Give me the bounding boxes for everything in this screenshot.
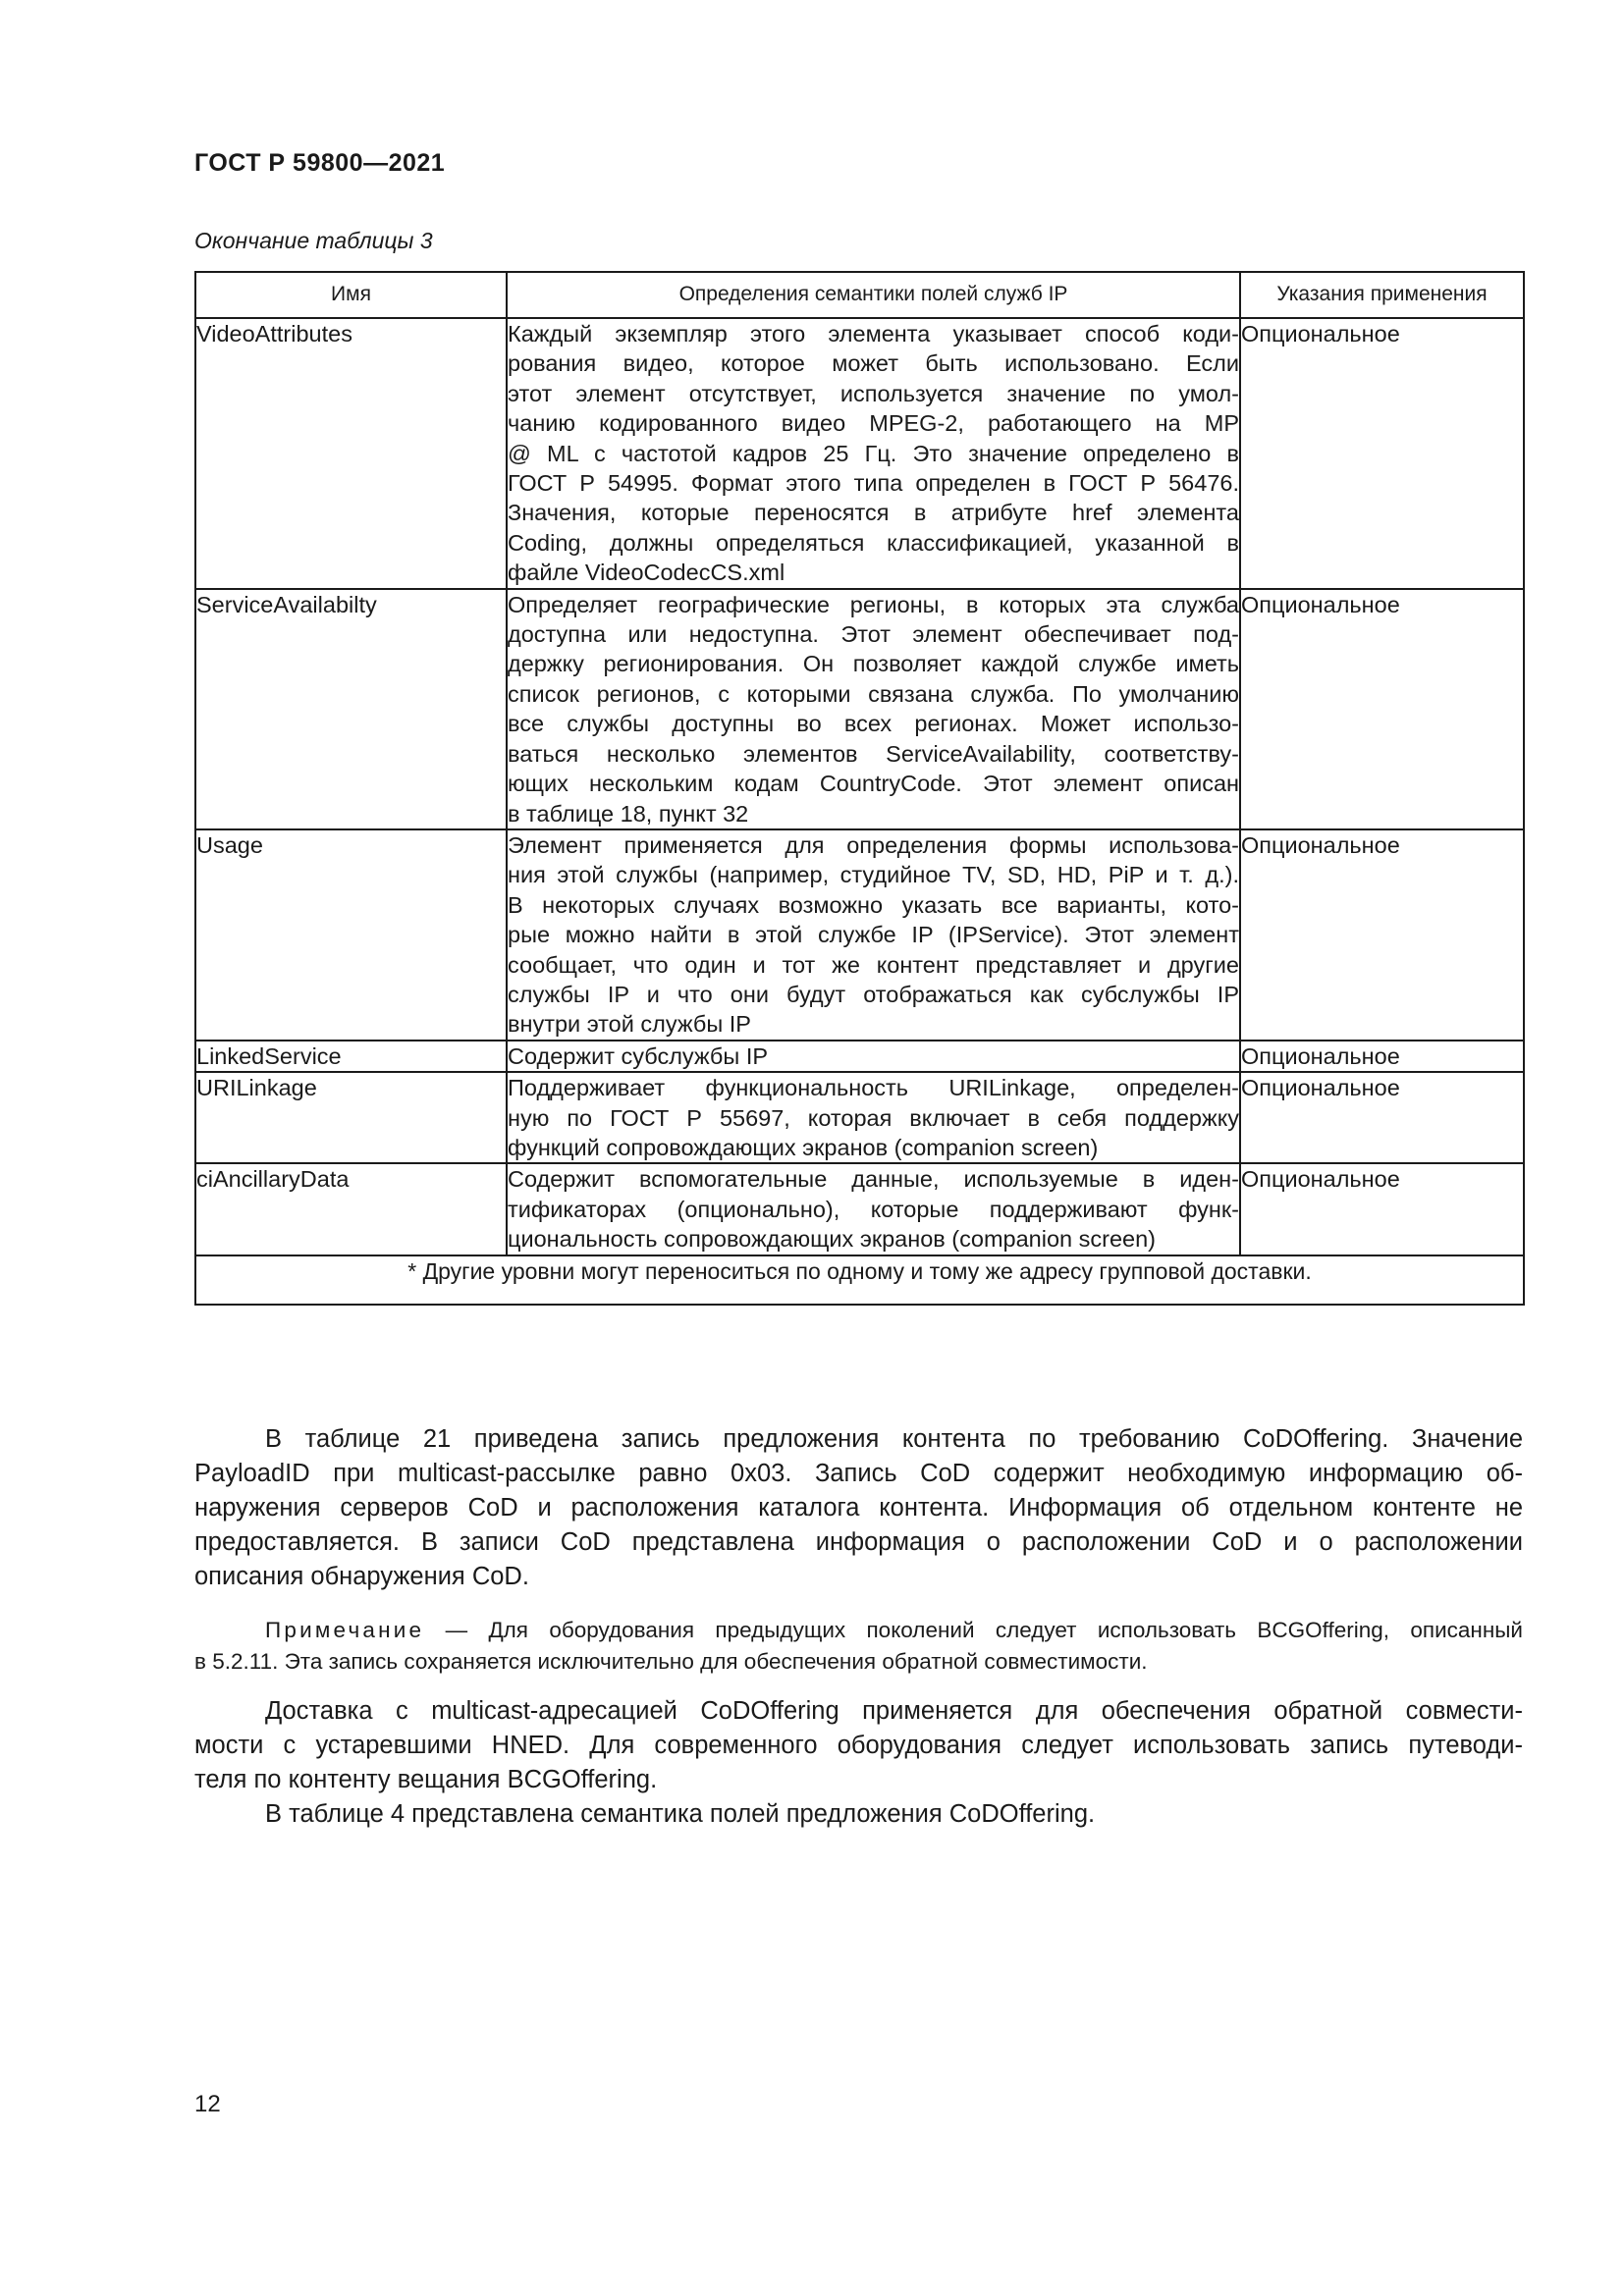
field-name-cell: VideoAttributes <box>195 318 507 589</box>
definition-line: этот элемент отсутствует, используется значение по умол- <box>508 380 1239 406</box>
definition-line: функций сопровождающих экранов (companion screen) <box>508 1134 1099 1160</box>
definition-line: список регионов, с которыми связана служба. По умолчанию <box>508 680 1239 707</box>
paragraph-multicast-delivery <box>194 1694 1523 1832</box>
column-header-definition: Определения семантики полей служб IP <box>507 272 1240 318</box>
definition-line: службы IP и что они будут отображаться как субслужбы IP <box>508 981 1239 1007</box>
definition-line: файле VideoCodecCS.xml <box>508 560 785 586</box>
definition-line: Содержит субслужбы IP <box>508 1042 769 1069</box>
definition-line: ющих нескольким кодам CountryCode. Этот элемент описан <box>508 771 1239 797</box>
definition-line: ния этой службы (например, студийное TV, SD, HD, PiP и т. д.). <box>508 862 1239 888</box>
paragraph-line: PayloadID при multicast-рассылке равно 0x03. Запись CoD содержит необходимую информацию об- <box>194 1460 1523 1487</box>
definition-line: ГОСТ Р 54995. Формат этого типа определен в ГОСТ Р 56476. <box>508 470 1239 497</box>
definition-line: Поддерживает функциональность URILinkage, определен- <box>508 1075 1239 1101</box>
paragraph-line: В таблице 21 приведена запись предложения контента по требованию CoDOffering. Значение <box>265 1425 1523 1453</box>
definition-line: Элемент применяется для определения формы использова- <box>508 831 1239 858</box>
definition-line: чанию кодированного видео MPEG-2, работающего на MP <box>508 410 1239 437</box>
paragraph-line: предоставляется. В записи CoD представлена информация о расположении CoD и о расположении <box>194 1528 1523 1556</box>
page-number: 12 <box>194 2091 221 2117</box>
field-usage-cell: Опциональное <box>1240 589 1524 829</box>
table-row <box>195 829 1524 1041</box>
definition-line: все службы доступны во всех регионах. Может использо- <box>508 711 1239 737</box>
paragraph-line: наружения серверов CoD и расположения каталога контента. Информация об отдельном контенте не <box>194 1494 1523 1522</box>
definition-line: Coding, должны определяться классификацией, указанной в <box>508 529 1239 556</box>
note-block <box>194 1615 1523 1678</box>
definition-line: Значения, которые переносятся в атрибуте href элемента <box>508 500 1239 526</box>
definition-line: @ ML с частотой кадров 25 Гц. Это значение определено в <box>508 440 1239 466</box>
field-name-cell: ciAncillaryData <box>195 1163 507 1255</box>
definition-line: внутри этой службы IP <box>508 1011 751 1038</box>
definition-line: держку регионирования. Он позволяет каждой службе иметь <box>508 651 1239 677</box>
field-name-cell: LinkedService <box>195 1041 507 1072</box>
definition-line: в таблице 18, пункт 32 <box>508 800 749 827</box>
paragraph-line: В таблице 4 представлена семантика полей предложения CoDOffering. <box>265 1800 1096 1828</box>
table-row <box>195 1072 1524 1163</box>
definition-line: В некоторых случаях возможно указать все варианты, кото- <box>508 891 1239 918</box>
definition-line: доступна или недоступна. Этот элемент обеспечивает под- <box>508 621 1239 648</box>
definition-line: Определяет географические регионы, в которых эта служба <box>508 591 1239 617</box>
field-definition-cell <box>507 1072 1240 1163</box>
paragraph-cod-offering <box>194 1422 1523 1594</box>
definition-line: ную по ГОСТ Р 55697, которая включает в себя поддержку <box>508 1104 1239 1131</box>
definition-line: сообщает, что один и тот же контент представляет и другие <box>508 951 1239 978</box>
table-row <box>195 589 1524 829</box>
column-header-name: Имя <box>195 272 507 318</box>
note-line: в 5.2.11. Эта запись сохраняется исключительно для обеспечения обратной совместимости. <box>194 1649 1148 1674</box>
definition-line: Каждый экземпляр этого элемента указывает способ коди- <box>508 321 1239 347</box>
paragraph-line: теля по контенту вещания BCGOffering. <box>194 1766 658 1793</box>
table-row <box>195 1041 1524 1072</box>
field-name-cell: ServiceAvailabilty <box>195 589 507 829</box>
definition-line: рования видео, которое может быть использовано. Если <box>508 350 1239 377</box>
note-line <box>194 1615 1523 1646</box>
paragraph-line: мости с устаревшими HNED. Для современного оборудования следует использовать запись путеводи- <box>194 1732 1523 1759</box>
definition-line: ваться несколько элементов ServiceAvailability, соответству- <box>508 740 1239 767</box>
field-usage-cell: Опциональное <box>1240 1072 1524 1163</box>
table-row <box>195 1163 1524 1255</box>
field-usage-cell: Опциональное <box>1240 1041 1524 1072</box>
field-usage-cell: Опциональное <box>1240 829 1524 1041</box>
column-header-usage: Указания применения <box>1240 272 1524 318</box>
note-label: Примечание <box>265 1618 425 1642</box>
document-code: ГОСТ Р 59800—2021 <box>194 149 446 177</box>
service-fields-table <box>194 271 1525 1306</box>
note-text: — Для оборудования предыдущих поколений следует использовать BCGOffering, описанный <box>424 1618 1523 1642</box>
table-footnote: * Другие уровни могут переноситься по одному и тому же адресу групповой доставки. <box>195 1255 1524 1305</box>
table-caption: Окончание таблицы 3 <box>194 228 433 253</box>
paragraph-line: Доставка с multicast-адресацией CoDOffering применяется для обеспечения обратной совмести- <box>265 1697 1523 1725</box>
field-usage-cell: Опциональное <box>1240 318 1524 589</box>
field-name-cell: Usage <box>195 829 507 1041</box>
definition-line: рые можно найти в этой службе IP (IPService). Этот элемент <box>508 922 1239 948</box>
field-definition-cell <box>507 1163 1240 1255</box>
definition-line: циональность сопровождающих экранов (companion screen) <box>508 1226 1156 1253</box>
field-definition-cell <box>507 829 1240 1041</box>
table-header-row <box>195 272 1524 318</box>
field-definition-cell <box>507 589 1240 829</box>
field-definition-cell <box>507 1041 1240 1072</box>
definition-line: тификаторах (опционально), которые поддерживают функ- <box>508 1196 1239 1222</box>
table-row <box>195 318 1524 589</box>
definition-line: Содержит вспомогательные данные, используемые в иден- <box>508 1166 1239 1193</box>
table-footnote-row <box>195 1255 1524 1305</box>
paragraph-line: описания обнаружения CoD. <box>194 1563 529 1590</box>
field-name-cell: URILinkage <box>195 1072 507 1163</box>
field-usage-cell: Опциональное <box>1240 1163 1524 1255</box>
field-definition-cell <box>507 318 1240 589</box>
